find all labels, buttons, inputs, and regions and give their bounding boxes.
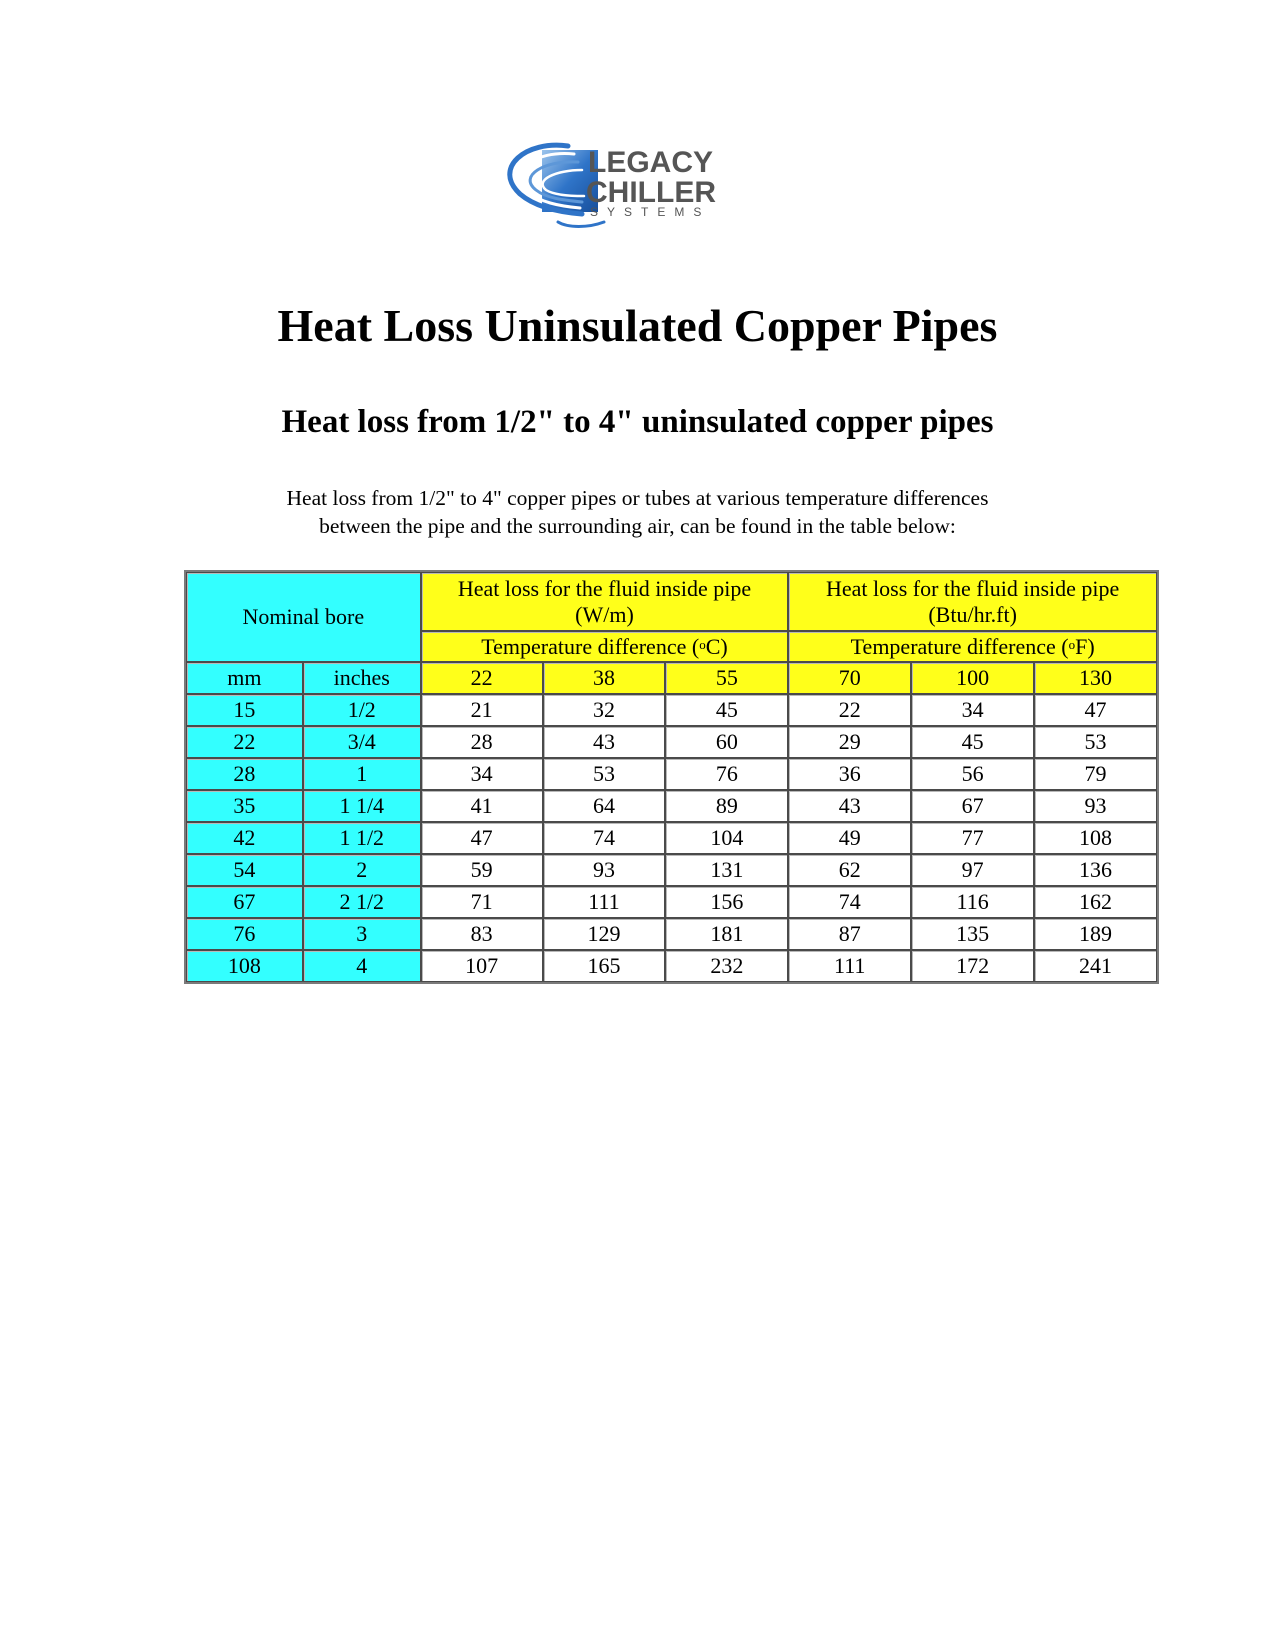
cell-btu: 45 [911, 726, 1034, 758]
table-row [186, 694, 1157, 726]
cell-wm: 165 [543, 950, 666, 982]
intro-line-1: Heat loss from 1/2" to 4" copper pipes or tubes at various temperature differences [286, 486, 989, 510]
cell-btu: 93 [1034, 790, 1157, 822]
group-btu-line2: (Btu/hr.ft) [928, 601, 1017, 627]
cell-wm: 181 [665, 918, 788, 950]
table-row [186, 726, 1157, 758]
cell-wm: 129 [543, 918, 666, 950]
cell-wm: 83 [421, 918, 543, 950]
cell-inches: 1 1/4 [303, 790, 421, 822]
company-logo [498, 142, 758, 234]
cell-btu: 136 [1034, 854, 1157, 886]
cell-btu: 53 [1034, 726, 1157, 758]
cell-btu: 135 [911, 918, 1034, 950]
cell-inches: 4 [303, 950, 421, 982]
nominal-bore-header: Nominal bore [186, 572, 421, 662]
cell-wm: 107 [421, 950, 543, 982]
cell-btu: 74 [788, 886, 911, 918]
logo-text-systems: SYSTEMS [590, 205, 711, 219]
cell-btu: 87 [788, 918, 911, 950]
cell-inches: 3 [303, 918, 421, 950]
cell-btu: 67 [911, 790, 1034, 822]
cell-btu: 49 [788, 822, 911, 854]
page-title: Heat Loss Uninsulated Copper Pipes [277, 300, 998, 351]
cell-btu: 22 [788, 694, 911, 726]
cell-mm: 76 [186, 918, 303, 950]
cell-btu: 43 [788, 790, 911, 822]
group-wm-line1: Heat loss for the fluid inside pipe [457, 575, 752, 601]
col-header-temp-f: 130 [1034, 662, 1157, 694]
col-header-mm: mm [186, 662, 303, 694]
cell-btu: 97 [911, 854, 1034, 886]
cell-btu: 62 [788, 854, 911, 886]
table-row [186, 854, 1157, 886]
cell-mm: 15 [186, 694, 303, 726]
header-row-groups [186, 572, 1157, 631]
cell-inches: 2 [303, 854, 421, 886]
col-header-inches: inches [303, 662, 421, 694]
col-header-temp-c: 55 [665, 662, 788, 694]
cell-btu: 111 [788, 950, 911, 982]
cell-inches: 1 1/2 [303, 822, 421, 854]
group-btu-line1: Heat loss for the fluid inside pipe [826, 575, 1120, 601]
cell-btu: 34 [911, 694, 1034, 726]
temp-diff-celsius-header [421, 631, 789, 662]
cell-wm: 76 [665, 758, 788, 790]
cell-wm: 232 [665, 950, 788, 982]
cell-wm: 59 [421, 854, 543, 886]
cell-wm: 21 [421, 694, 543, 726]
temp-f-prefix: Temperature difference ( [850, 633, 1069, 659]
cell-btu: 172 [911, 950, 1034, 982]
cell-btu: 79 [1034, 758, 1157, 790]
group-header-wm [421, 572, 789, 631]
cell-mm: 54 [186, 854, 303, 886]
cell-wm: 74 [543, 822, 666, 854]
temp-f-suffix: F) [1075, 633, 1095, 659]
cell-btu: 47 [1034, 694, 1157, 726]
cell-wm: 104 [665, 822, 788, 854]
cell-mm: 42 [186, 822, 303, 854]
cell-mm: 67 [186, 886, 303, 918]
temp-c-degree: o [699, 636, 706, 652]
cell-wm: 45 [665, 694, 788, 726]
cell-wm: 93 [543, 854, 666, 886]
cell-wm: 156 [665, 886, 788, 918]
cell-inches: 1/2 [303, 694, 421, 726]
logo-text-legacy: LEGACY [588, 146, 714, 179]
cell-btu: 77 [911, 822, 1034, 854]
cell-wm: 60 [665, 726, 788, 758]
cell-wm: 43 [543, 726, 666, 758]
col-header-temp-c: 22 [421, 662, 543, 694]
group-wm-line2: (W/m) [575, 601, 634, 627]
cell-mm: 35 [186, 790, 303, 822]
cell-wm: 64 [543, 790, 666, 822]
cell-btu: 116 [911, 886, 1034, 918]
cell-mm: 28 [186, 758, 303, 790]
col-header-temp-f: 100 [911, 662, 1034, 694]
col-header-temp-c: 38 [543, 662, 666, 694]
col-header-temp-f: 70 [788, 662, 911, 694]
table-row [186, 918, 1157, 950]
table-row [186, 886, 1157, 918]
cell-wm: 28 [421, 726, 543, 758]
group-header-btu [788, 572, 1157, 631]
temp-c-prefix: Temperature difference ( [481, 633, 700, 659]
cell-btu: 189 [1034, 918, 1157, 950]
cell-wm: 111 [543, 886, 666, 918]
intro-line-2: between the pipe and the surrounding air, can be found in the table below: [319, 514, 956, 538]
table-row [186, 790, 1157, 822]
table-row [186, 758, 1157, 790]
cell-inches: 1 [303, 758, 421, 790]
cell-btu: 108 [1034, 822, 1157, 854]
table-row [186, 822, 1157, 854]
page-subtitle: Heat loss from 1/2" to 4" uninsulated copper pipes [281, 404, 994, 440]
cell-btu: 241 [1034, 950, 1157, 982]
table-row [186, 950, 1157, 982]
cell-wm: 53 [543, 758, 666, 790]
cell-wm: 131 [665, 854, 788, 886]
temp-c-suffix: C) [705, 633, 728, 659]
heat-loss-table [184, 570, 1159, 984]
cell-wm: 41 [421, 790, 543, 822]
cell-wm: 89 [665, 790, 788, 822]
cell-inches: 2 1/2 [303, 886, 421, 918]
cell-btu: 36 [788, 758, 911, 790]
cell-wm: 47 [421, 822, 543, 854]
header-row-units [186, 662, 1157, 694]
cell-mm: 22 [186, 726, 303, 758]
cell-inches: 3/4 [303, 726, 421, 758]
cell-wm: 34 [421, 758, 543, 790]
cell-btu: 29 [788, 726, 911, 758]
cell-btu: 162 [1034, 886, 1157, 918]
cell-wm: 71 [421, 886, 543, 918]
cell-btu: 56 [911, 758, 1034, 790]
intro-paragraph [0, 484, 1275, 540]
temp-f-degree: o [1068, 636, 1076, 652]
logo-text-chiller: CHILLER [586, 176, 716, 209]
cell-mm: 108 [186, 950, 303, 982]
temp-diff-fahrenheit-header [788, 631, 1157, 662]
cell-wm: 32 [543, 694, 666, 726]
